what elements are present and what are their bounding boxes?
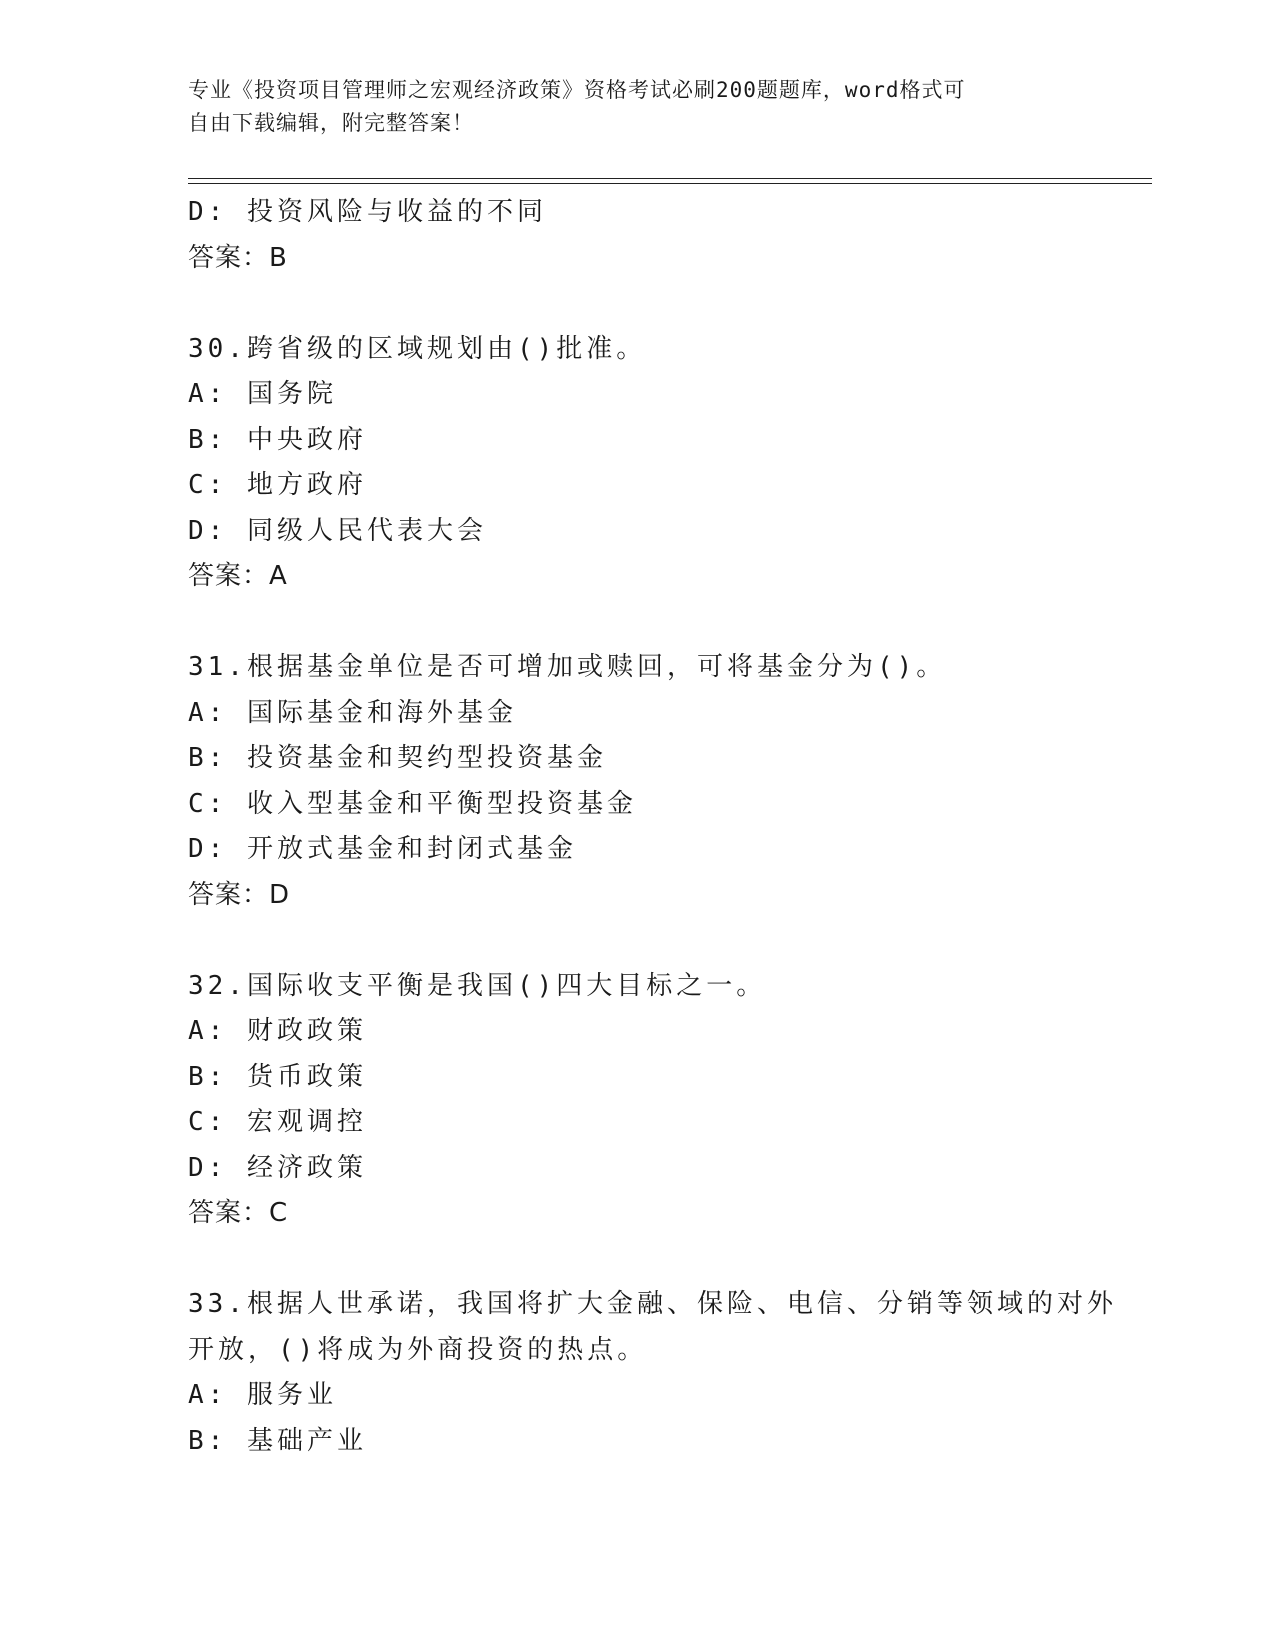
answer-label: 答案：A xyxy=(188,561,288,591)
option-b: B: 投资基金和契约型投资基金 xyxy=(188,743,607,773)
header-line-1: 专业《投资项目管理师之宏观经济政策》资格考试必刷200题题库，word格式可 xyxy=(188,78,966,102)
option-d: D: 投资风险与收益的不同 xyxy=(188,197,547,227)
question-block-29 xyxy=(188,190,1088,281)
document-header xyxy=(188,74,1068,140)
option-b: B: 中央政府 xyxy=(188,424,367,455)
question-text: 31.根据基金单位是否可增加或赎回，可将基金分为()。 xyxy=(188,652,947,682)
option-b: B: 货币政策 xyxy=(188,1061,367,1092)
header-line-2: 自由下载编辑，附完整答案！ xyxy=(188,111,474,135)
option-a: A: 服务业 xyxy=(188,1380,337,1410)
option-b: B: 基础产业 xyxy=(188,1425,367,1456)
option-c: C: 收入型基金和平衡型投资基金 xyxy=(188,788,637,819)
question-text: 32.国际收支平衡是我国()四大目标之一。 xyxy=(188,970,767,1001)
option-d: D: 同级人民代表大会 xyxy=(188,515,487,546)
question-list xyxy=(188,190,1117,1464)
option-d: D: 开放式基金和封闭式基金 xyxy=(188,834,577,864)
answer-label: 答案：C xyxy=(188,1198,289,1228)
option-c: C: 地方政府 xyxy=(188,470,367,500)
question-text-line-2: 开放，()将成为外商投资的热点。 xyxy=(188,1334,648,1365)
question-text-line-1: 33.根据人世承诺，我国将扩大金融、保险、电信、分销等领域的对外 xyxy=(188,1289,1117,1319)
question-text: 30.跨省级的区域规划由()批准。 xyxy=(188,333,647,364)
header-divider-top xyxy=(188,178,1152,179)
header-divider-bottom xyxy=(188,183,1152,184)
option-a: A: 国际基金和海外基金 xyxy=(188,697,517,728)
question-block-30 xyxy=(188,327,1088,600)
option-a: A: 财政政策 xyxy=(188,1016,367,1046)
question-block-33 xyxy=(188,1282,1117,1464)
question-block-32 xyxy=(188,964,1088,1237)
answer-label: 答案：B xyxy=(188,242,288,273)
option-a: A: 国务院 xyxy=(188,379,337,409)
question-block-31 xyxy=(188,645,1088,918)
option-d: D: 经济政策 xyxy=(188,1152,367,1183)
answer-label: 答案：D xyxy=(188,879,291,910)
option-c: C: 宏观调控 xyxy=(188,1107,367,1137)
